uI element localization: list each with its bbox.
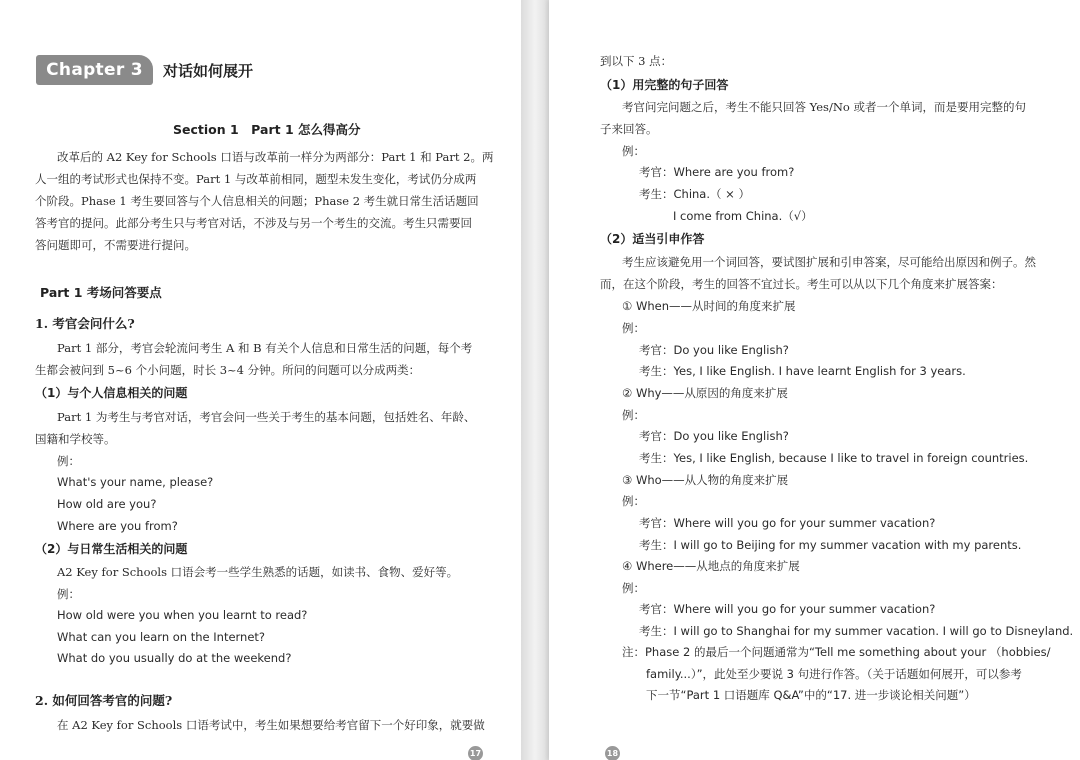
book-gutter	[521, 0, 549, 760]
intro-line: 个阶段。Phase 1 考生要回答与个人信息相关的问题；Phase 2 考生就日常生活话题回	[35, 194, 479, 208]
r1-heading: （1）用完整的句子回答	[600, 78, 729, 92]
q1-heading: 1. 考官会问什么?	[35, 316, 135, 331]
section-title: Section 1 Part 1 怎么得高分	[173, 122, 361, 137]
chapter-title: 对话如何展开	[163, 62, 254, 80]
example-label: 例：	[57, 454, 80, 468]
example-question: Where are you from?	[57, 519, 178, 533]
example-label: 例：	[57, 587, 80, 601]
top-line: 到以下 3 点：	[600, 54, 673, 68]
example-question: How old were you when you learnt to read?	[57, 608, 308, 622]
example-label: 例：	[622, 144, 645, 158]
note-line: 注：Phase 2 的最后一个问题通常为“Tell me something about your （hobbies/	[622, 645, 1051, 659]
q1-line: 生都会被问到 5~6 个小问题，时长 3~4 分钟。所问的问题可以分成两类：	[35, 363, 421, 377]
example-label: 例：	[622, 494, 645, 508]
intro-line: 答考官的提问。此部分考生只与考官对话，不涉及与另一个考生的交流。考生只需要回	[35, 216, 472, 230]
angle-title: ④ Where——从地点的角度来扩展	[622, 559, 800, 573]
sub1-line: Part 1 为考生与考官对话，考官会问一些关于考生的基本问题，包括姓名、年龄、	[57, 410, 476, 424]
example-question: What's your name, please?	[57, 475, 214, 489]
angle-title: ② Why——从原因的角度来扩展	[622, 386, 788, 400]
part1-heading: Part 1 考场问答要点	[40, 285, 162, 300]
r2-heading: （2）适当引申作答	[600, 232, 705, 246]
intro-line: 改革后的 A2 Key for Schools 口语与改革前一样分为两部分：Part 1 和 Part 2。两	[57, 150, 494, 164]
examiner-line: 考官：Where are you from?	[639, 165, 795, 179]
r2-line: 考生应该避免用一个词回答，要试图扩展和引申答案，尽可能给出原因和例子。然	[622, 255, 1036, 269]
candidate-line: 考生：Yes, I like English. I have learnt English for 3 years.	[639, 364, 966, 378]
right-page	[549, 0, 1080, 760]
example-label: 例：	[622, 408, 645, 422]
angle-title: ③ Who——从人物的角度来扩展	[622, 473, 789, 487]
intro-line: 答问题即可，不需要进行提问。	[35, 238, 196, 252]
example-label: 例：	[622, 321, 645, 335]
examiner-line: 考官：Do you like English?	[639, 429, 789, 443]
sub1-heading: （1）与个人信息相关的问题	[35, 386, 188, 400]
note-line: family...）”，此处至少要说 3 句进行作答。（关于话题如何展开，可以参考	[646, 667, 1022, 681]
q1-line: Part 1 部分，考官会轮流问考生 A 和 B 有关个人信息和日常生活的问题，每个考	[57, 341, 473, 355]
examiner-line: 考官：Where will you go for your summer vacation?	[639, 602, 936, 616]
candidate-line: 考生：I will go to Beijing for my summer vacation with my parents.	[639, 538, 1022, 552]
intro-line: 人一组的考试形式也保持不变。Part 1 与改革前相同，题型未发生变化，考试仍分成两	[35, 172, 477, 186]
candidate-line: 考生：Yes, I like English, because I like to travel in foreign countries.	[639, 451, 1029, 465]
sub1-line: 国籍和学校等。	[35, 432, 116, 446]
candidate-line: 考生：China.（ × ）	[639, 187, 750, 201]
sub2-line: A2 Key for Schools 口语会考一些学生熟悉的话题，如读书、食物、爱好等。	[57, 565, 459, 579]
sub2-heading: （2）与日常生活相关的问题	[35, 542, 188, 556]
left-page	[0, 0, 521, 760]
note-line: 下一节“Part 1 口语题库 Q&A”中的“17. 进一步谈论相关问题”）	[646, 688, 976, 702]
example-question: How old are you?	[57, 497, 157, 511]
angle-title: ① When——从时间的角度来扩展	[622, 299, 796, 313]
r1-line: 子来回答。	[600, 122, 658, 136]
candidate-line: 考生：I will go to Shanghai for my summer vacation. I will go to Disneyland.	[639, 624, 1074, 638]
examiner-line: 考官：Where will you go for your summer vacation?	[639, 516, 936, 530]
example-question: What can you learn on the Internet?	[57, 630, 266, 644]
page-number: 17	[468, 746, 483, 760]
chapter-badge: Chapter 3	[36, 55, 153, 85]
examiner-line: 考官：Do you like English?	[639, 343, 789, 357]
r1-line: 考官问完问题之后，考生不能只回答 Yes/No 或者一个单词，而是要用完整的句	[622, 100, 1026, 114]
q2-line: 在 A2 Key for Schools 口语考试中，考生如果想要给考官留下一个好印象，就要做	[57, 718, 485, 732]
candidate-line: I come from China.（√）	[673, 209, 813, 223]
q2-heading: 2. 如何回答考官的问题?	[35, 693, 173, 708]
example-label: 例：	[622, 581, 645, 595]
r2-line: 而，在这个阶段，考生的回答不宜过长。考生可以从以下几个角度来扩展答案：	[600, 277, 1003, 291]
page-number: 18	[605, 746, 620, 760]
example-question: What do you usually do at the weekend?	[57, 651, 292, 665]
